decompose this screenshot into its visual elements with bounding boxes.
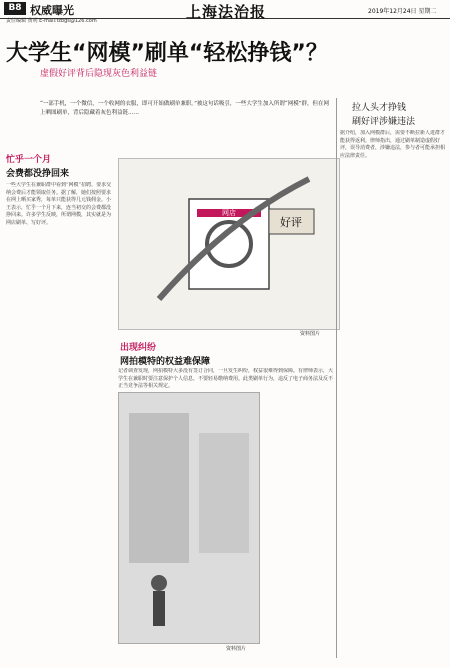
editor-line: 责任编辑 黄明 E-mail:fzbgs@126.com [6, 18, 97, 24]
photo-caption: 资料图片 [226, 646, 247, 652]
section-heading-2: 出现纠纷 [120, 343, 157, 353]
section-heading-1: 忙乎一个月 [6, 155, 52, 165]
section-subheading-2: 网拍模特的权益难保障 [120, 357, 211, 367]
newspaper-brand: 上海法治报 [186, 3, 267, 21]
article-column-2: 记者调查发现，网拍模特大多没有签订合同，一旦发生纠纷，权益很难得到保障。有律师表示，大学生在兼职时要注意保护个人信息，不要轻易缴纳费用。此类刷单行为，违反了电子商务法及反不正当竞争法等相关规定。 [118, 368, 334, 390]
illus-store: 网店 [222, 209, 236, 217]
page-number: B8 [4, 2, 26, 15]
article-column-3: 据介绍，加入网模群后，需要不断拉新人进群才能获得返利。律师指出，通过刷单制造虚假好评，误导消费者，涉嫌违法，参与者可能承担相应法律责任。 [340, 130, 446, 159]
article-illustration [118, 158, 340, 330]
article-subtitle: 虚假好评背后隐现灰色利益链 [40, 69, 158, 79]
issue-date: 2019年12月24日 星期二 [368, 8, 437, 15]
section-heading-3: 拉人头才挣钱 [352, 103, 407, 113]
section-subheading-1: 会费都没挣回来 [6, 169, 70, 179]
illus-caption: 资料图片 [300, 331, 321, 337]
article-lead: “一部手机，一个微信，一个收网的衣服，即可开始做刷单兼职。”被这句话吸引，一些大学生加入所谓“网模”群，但在网上晒图刷单，背后隐藏着灰色利益链…… [40, 101, 330, 116]
section-subheading-3: 刷好评涉嫌违法 [352, 117, 416, 127]
illus-label: 好评 [280, 216, 302, 229]
article-title: 大学生“网模”刷单“轻松挣钱”？ [6, 41, 328, 66]
section-title: 权威曝光 [30, 4, 74, 17]
article-column-1: 一些大学生在兼职群中看到“网模”招聘，要求交纳会费后才能领取任务。据了解，她们按照要求在网上晒买家秀，每单只能获得几元钱佣金。小王表示，忙乎一个月下来，连当初交的会费都没挣回来。许多学生反映，所谓网模，其实就是为网店刷单、写好评。 [6, 182, 112, 226]
article-photo [118, 392, 260, 644]
